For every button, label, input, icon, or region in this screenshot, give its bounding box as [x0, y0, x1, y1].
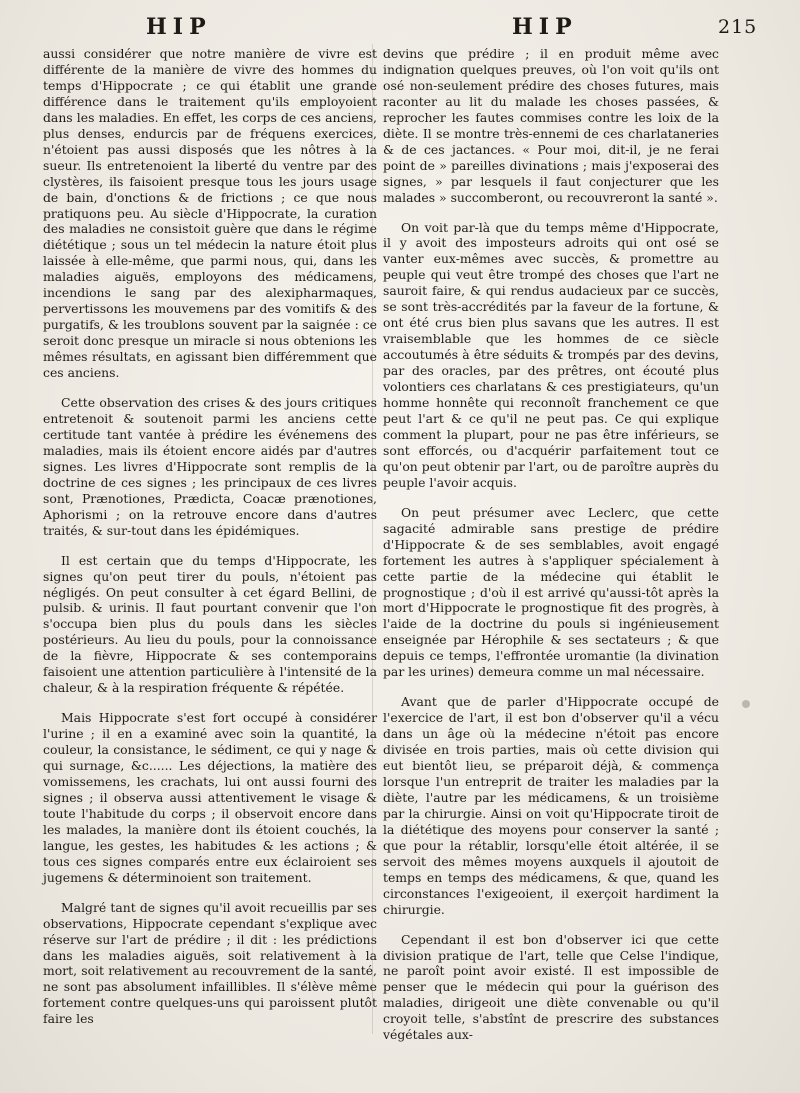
paragraph: On peut présumer avec Leclerc, que cette sagacité admirable sans prestige de prédire d'Hippocrate & de ses semblables, avoit engagé fortement les autres à s'appliquer spécialement à cette partie de la médecine qui établit le prognostique ; d'où il est arrivé qu'aussi-tôt après la mort d'Hippocrate le prognostique fit des progrès, à l'aide de la doctrine du pouls si ingénieusement enseignée par Hérophile & ses sectateurs ; & que depuis ce temps, l'effrontée uromantie (la divination par les urines) demeura comme un mal nécessaire. [383, 504, 719, 680]
paragraph: Malgré tant de signes qu'il avoit recueillis par ses observations, Hippocrate cependant s'explique avec réserve sur l'art de prédire ; il dit : les prédictions dans les maladies aiguës, soit relativement à la mort, soit relativement au recouvrement de la santé, ne sont pas absolument infaillibles. Il s'élève même fortement contre quelques-uns qui paroissent plutôt faire les [43, 899, 377, 1027]
paragraph: Cependant il est bon d'observer ici que cette division pratique de l'art, telle que Celse l'indique, ne paroît point avoir existé. Il est impossible de penser que le médecin qui pour la guérison des maladies, dirigeoit une diète convenable ou qu'il croyoit telle, s'abstînt de prescrire des substances végétales aux- [383, 931, 719, 1043]
paragraph: On voit par-là que du temps même d'Hippocrate, il y avoit des imposteurs adroits qui ont osé se vanter eux-mêmes avec succès, & promettre au peuple qui veut être trompé des choses que l'art ne sauroit faire, & qui rendus audacieux par ce succès, se sont très-accrédités par la faveur de la fortune, & ont été crus bien plus savans que les autres. Il est vraisemblable que les hommes de ce siècle accoutumés à être séduits & trompés par des devins, par des oracles, par des prêtres, ont écouté plus volontiers ces charlatans & ces prestigiateurs, qu'un homme honnête qui reconnoît franchement ce que peut l'art & ce qu'il ne peut pas. Ce qui explique comment la plupart, pour ne pas être inférieurs, se sont efforcés, ou d'acquérir parfaitement tout ce qu'on peut obtenir par l'art, ou de paroître auprès du peuple l'avoir acquis. [383, 219, 719, 490]
ink-spot [742, 700, 750, 708]
right-column [383, 46, 719, 1057]
paragraph: aussi considérer que notre manière de vivre est différente de la manière de vivre des hommes du temps d'Hippocrate ; ce qui établit une grande différence dans le traitement qu'ils employoient dans les maladies. En effet, les corps de ces anciens, plus denses, endurcis par de fréquens exercices, n'étoient pas aussi disposés que les nôtres à la sueur. Ils entretenoient la liberté du ventre par des clystères, ils faisoient presque tous les jours usage de bain, d'onctions & de frictions ; ce que nous pratiquons peu. Au siècle d'Hippocrate, la curation des maladies ne consistoit guère que dans le régime diététique ; sous un tel médecin la nature étoit plus laissée à elle-même, que parmi nous, qui, dans les maladies aiguës, employons des médicamens, incendions le sang par des alexipharmaques, pervertissons les mouvemens par des vomitifs & des purgatifs, & les troublons souvent par la saignée : ce seroit donc presque un miracle si nous obtenions les mêmes résultats, en agissant bien différemment que ces anciens. [43, 46, 377, 381]
paragraph: Mais Hippocrate s'est fort occupé à considérer l'urine ; il en a examiné avec soin la quantité, la couleur, la consistance, le sédiment, ce qui y nage & qui surnage, &c...... Les déjections, la matière des vomissemens, les crachats, lui ont aussi fourni des signes ; il observa aussi attentivement le visage & toute l'habitude du corps ; il observoit encore dans les malades, la manière dont ils étoient couchés, la langue, les gestes, les habitudes & les actions ; & tous ces signes comparés entre eux éclairoient ses jugemens & déterminoient son traitement. [43, 710, 377, 885]
paragraph: Avant que de parler d'Hippocrate occupé de l'exercice de l'art, il est bon d'observer qu'il a vécu dans un âge où la médecine n'étoit pas encore divisée en trois parties, mais où cette division qui eut bientôt lieu, se préparoit déjà, & commença lorsque l'un entreprit de traiter les maladies par la diète, l'autre par les médicamens, & un troisième par la chirurgie. Ainsi on voit qu'Hippocrate tiroit de la diététique des moyens pour conserver la santé ; que pour la rétablir, lorsqu'elle étoit altérée, il se servoit des mêmes moyens auxquels il ajoutoit de temps en temps des médicamens, & que, quand les circonstances l'exigeoient, il exerçoit hardiment la chirurgie. [383, 694, 719, 917]
left-column [43, 46, 377, 1041]
paragraph: Cette observation des crises & des jours critiques entretenoit & soutenoit parmi les anciens cette certitude tant vantée à prédire les événemens des maladies, mais ils étoient encore aidés par d'autres signes. Les livres d'Hippocrate sont remplis de la doctrine de ces signes ; les principaux de ces livres sont, Prænotiones, Prædicta, Coacæ prænotiones, Aphorismi ; on la retrouve encore dans d'autres traités, & sur-tout dans les épidémiques. [43, 395, 377, 538]
paragraph: devins que prédire ; il en produit même avec indignation quelques preuves, où l'on voit qu'ils ont osé non-seulement prédire des choses futures, mais raconter au lit du malade les choses passées, & reprocher les fautes commises contre les loix de la diète. Il se montre très-ennemi de ces charlataneries & de ces jactances. « Pour moi, dit-il, je ne ferai point de » pareilles divinations ; mais j'exposerai des signes, » par lesquels il faut conjecturer que les malades » succomberont, ou recouvreront la santé ». [383, 46, 719, 205]
paragraph: Il est certain que du temps d'Hippocrate, les signes qu'on peut tirer du pouls, n'étoient pas négligés. On peut consulter à cet égard Bellini, de pulsib. & urinis. Il faut pourtant convenir que l'on s'occupa bien plus du pouls dans les siècles postérieurs. Au lieu du pouls, pour la connoissance de la fièvre, Hippocrate & ses contemporains faisoient une attention particulière à l'intensité de la chaleur, & à la respiration fréquente & répétée. [43, 552, 377, 696]
header-left-title: HIP [146, 14, 212, 40]
page-number: 215 [718, 16, 758, 38]
running-header [0, 14, 800, 42]
header-right-title: HIP [512, 14, 578, 40]
